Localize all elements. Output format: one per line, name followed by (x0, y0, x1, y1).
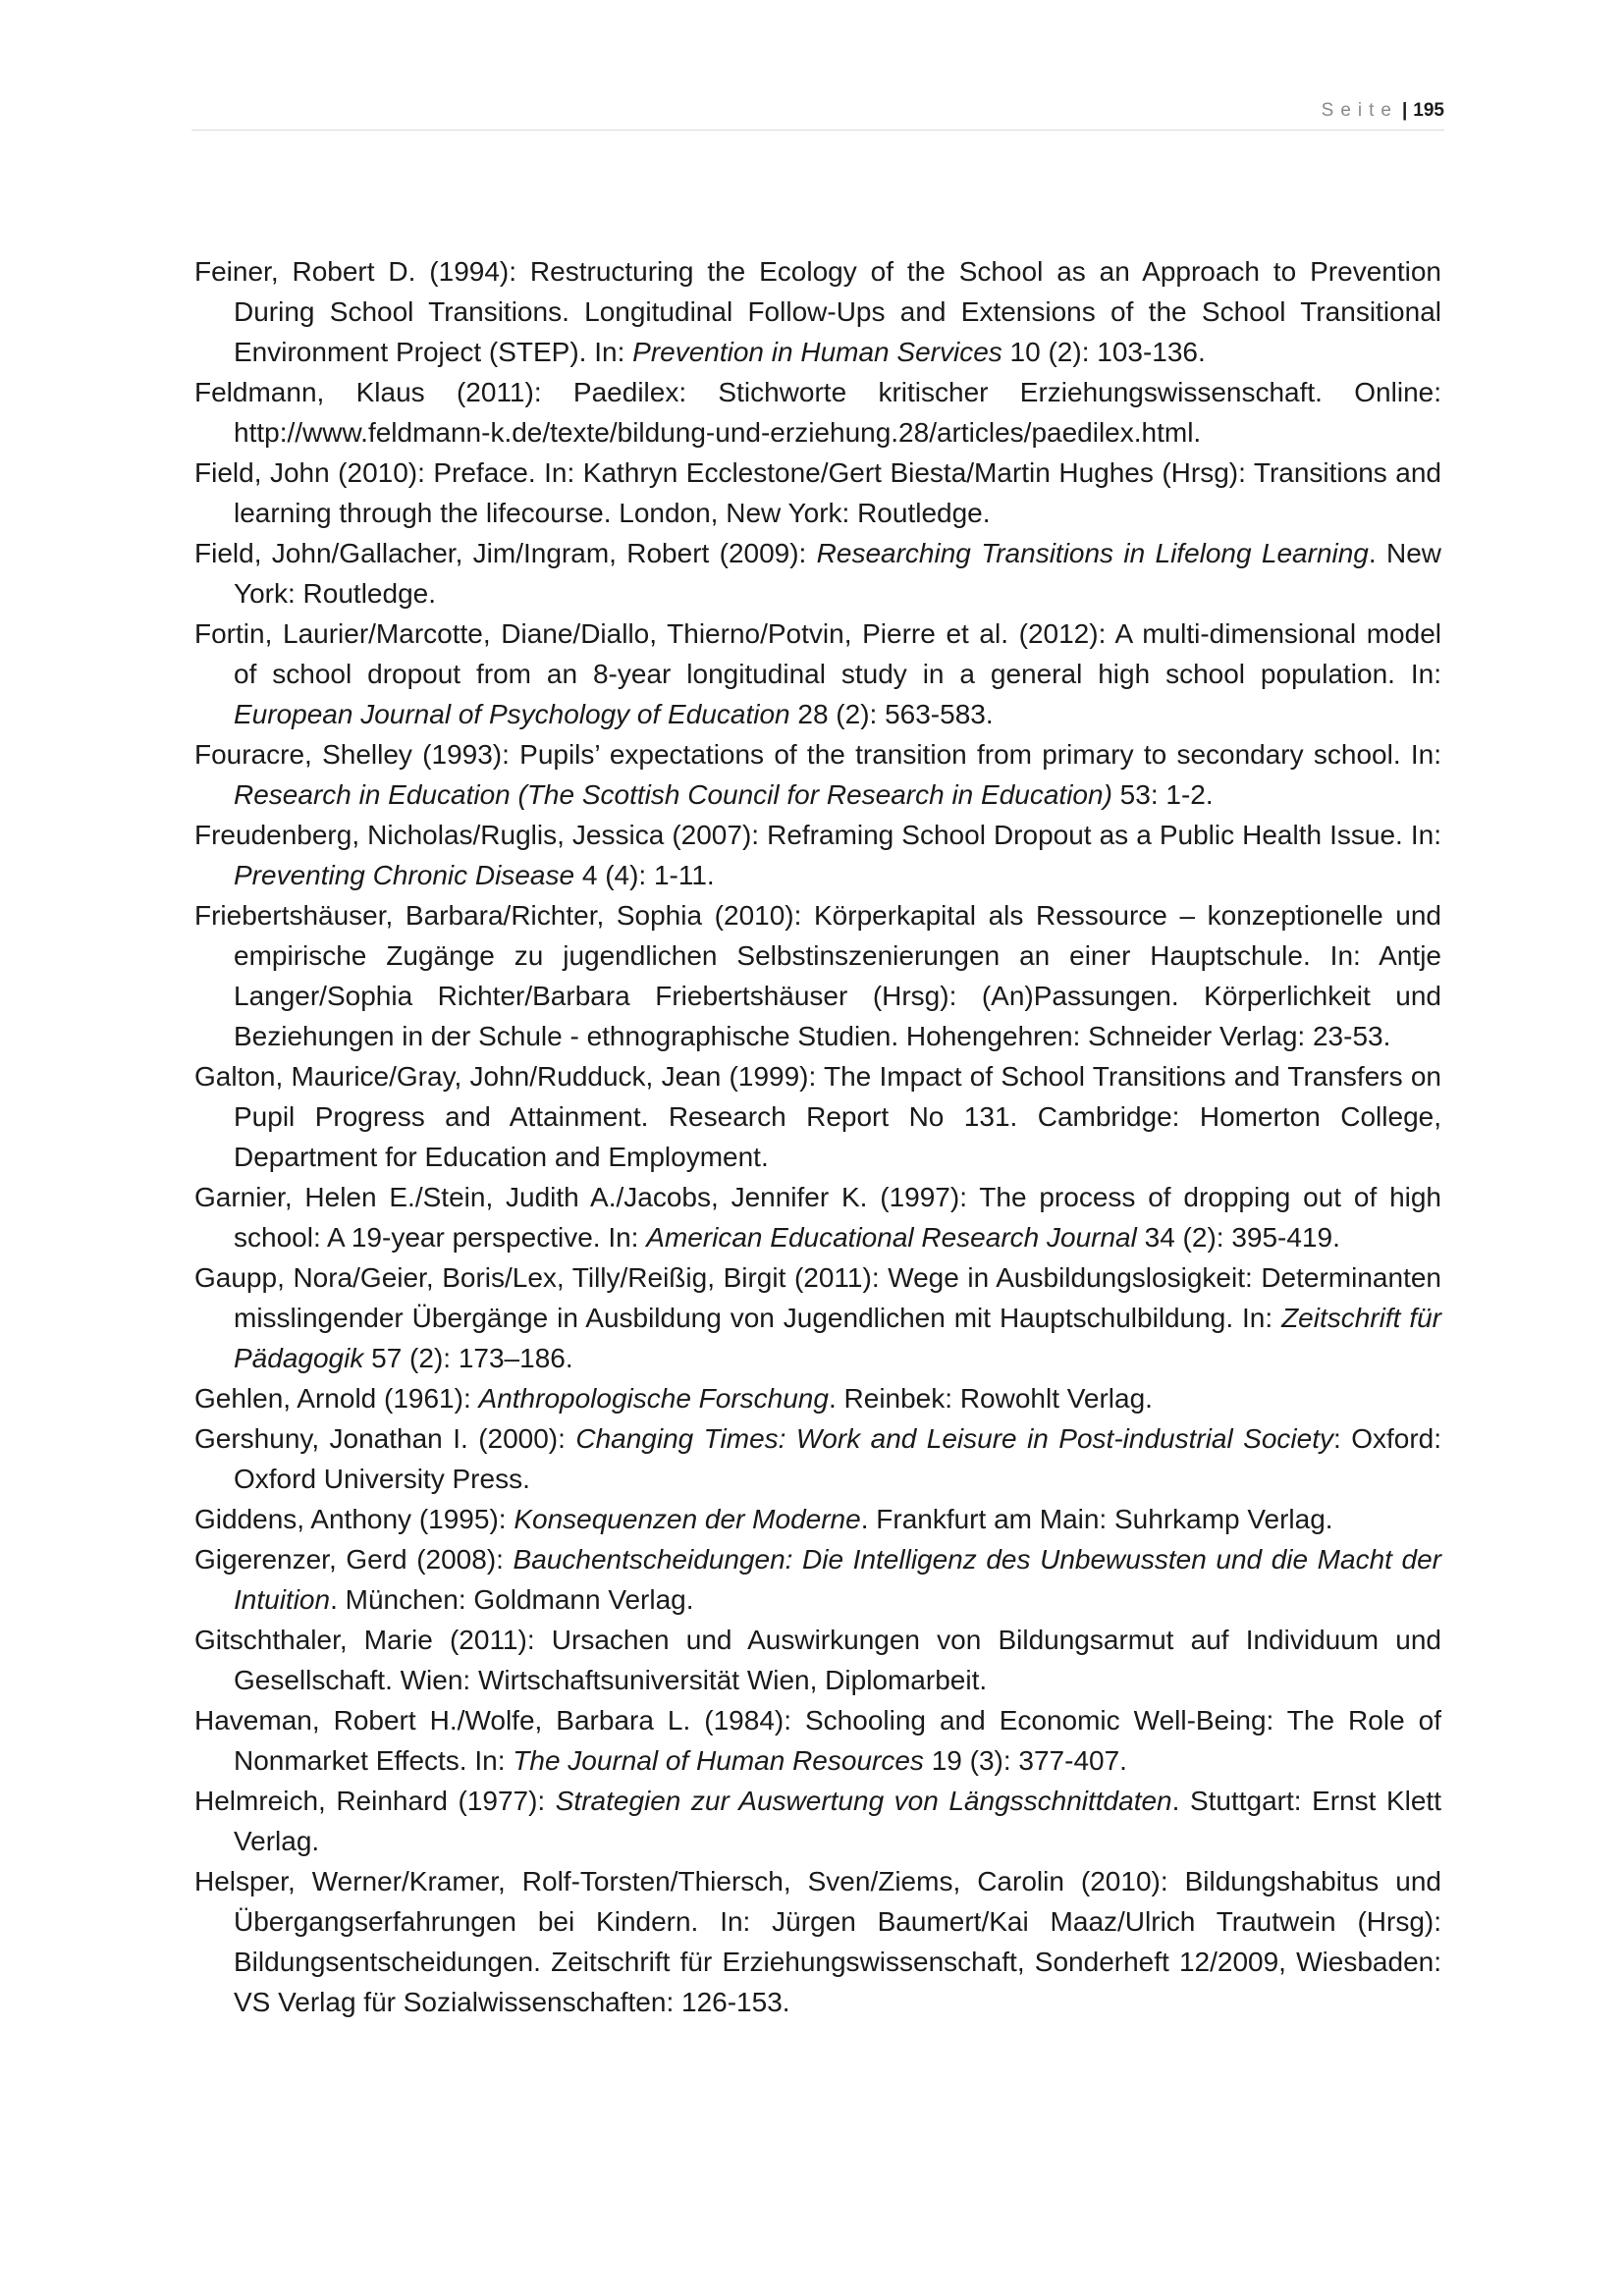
reference-title-italic: Changing Times: Work and Leisure in Post-industrial Society (575, 1423, 1333, 1454)
reference-text: Haveman, Robert H./Wolfe, Barbara L. (1984): Schooling and Economic Well-Being: The Role of Nonmarket Effects. In: (194, 1705, 1441, 1776)
reference-entry (194, 1257, 1441, 1378)
reference-text: Fouracre, Shelley (1993): Pupils’ expectations of the transition from primary to secondary school. In: (194, 739, 1441, 770)
reference-text: Gershuny, Jonathan I. (2000): (194, 1423, 576, 1454)
reference-entry (194, 895, 1441, 1056)
page-header (191, 94, 1444, 131)
reference-text: . Frankfurt am Main: Suhrkamp Verlag. (860, 1504, 1333, 1534)
reference-entry (194, 614, 1441, 734)
reference-text: 34 (2): 395-419. (1136, 1222, 1340, 1253)
reference-text: 19 (3): 377-407. (923, 1745, 1127, 1776)
reference-entry (194, 1620, 1441, 1700)
reference-entry (194, 372, 1441, 453)
reference-text: . München: Goldmann Verlag. (330, 1584, 694, 1615)
reference-title-italic: Bauchentscheidungen: Die Intelligenz des Unbewussten und die Macht der Intuition (234, 1544, 1442, 1615)
reference-text: Freudenberg, Nicholas/Ruglis, Jessica (2007): Reframing School Dropout as a Public Health Issue. In: (194, 820, 1441, 850)
reference-text: Galton, Maurice/Gray, John/Rudduck, Jean (1999): The Impact of School Transitions and Transfers on Pupil Progress and Attainment. Research Report No 131. Cambridge: Homerton College, Department for Education and Employment. (194, 1061, 1441, 1172)
reference-entry (194, 251, 1441, 372)
reference-text: Feldmann, Klaus (2011): Paedilex: Stichworte kritischer Erziehungswissenschaft. Online: http://www.feldmann-k.de/texte/bildung-und-erziehung.28/articles/paedilex.html. (194, 377, 1441, 448)
bibliography-list (194, 251, 1441, 2022)
reference-title-italic: Zeitschrift für Pädagogik (234, 1303, 1441, 1373)
reference-text: Field, John/Gallacher, Jim/Ingram, Robert (2009): (194, 538, 817, 568)
reference-title-italic: American Educational Research Journal (646, 1222, 1137, 1253)
reference-text: 53: 1-2. (1111, 779, 1214, 810)
reference-text: Feiner, Robert D. (1994): Restructuring the Ecology of the School as an Approach to Prevention During School Transitions. Longitudinal Follow-Ups and Extensions of the School Transitional Environment Project (STEP). In: (194, 256, 1441, 367)
reference-text: Giddens, Anthony (1995): (194, 1504, 514, 1534)
reference-text: Helmreich, Reinhard (1977): (194, 1786, 556, 1816)
reference-entry (194, 815, 1441, 895)
reference-text: 28 (2): 563-583. (789, 699, 994, 729)
reference-title-italic: Anthropologische Forschung (478, 1383, 829, 1414)
header-separator: | (1401, 100, 1408, 121)
reference-text: Helsper, Werner/Kramer, Rolf-Torsten/Thiersch, Sven/Ziems, Carolin (2010): Bildungshabitus und Übergangserfahrungen bei Kindern. In: Jürgen Baumert/Kai Maaz/Ulrich Trautwein (Hrsg): Bildungsentscheidungen. Zeitschrift für Erziehungswissenschaft, Sonderheft 12/2009, Wiesbaden: VS Verlag für Sozialwissenschaften: 126-153. (194, 1866, 1441, 2017)
page-number: 195 (1413, 100, 1444, 121)
reference-entry (194, 453, 1441, 533)
reference-entry (194, 1056, 1441, 1177)
reference-title-italic: The Journal of Human Resources (513, 1745, 924, 1776)
reference-text: : Oxford: Oxford University Press. (234, 1423, 1441, 1494)
reference-text: 10 (2): 103-136. (1001, 337, 1206, 367)
reference-entry (194, 1700, 1441, 1781)
reference-title-italic: Prevention in Human Services (632, 337, 1002, 367)
reference-text: . Reinbek: Rowohlt Verlag. (828, 1383, 1153, 1414)
reference-text: Fortin, Laurier/Marcotte, Diane/Diallo, Thierno/Potvin, Pierre et al. (2012): A multi-dimensional model of school dropout from an 8-year longitudinal study in a general high school population. In: (194, 618, 1441, 689)
reference-entry (194, 1418, 1441, 1499)
reference-text: Garnier, Helen E./Stein, Judith A./Jacobs, Jennifer K. (1997): The process of dropping out of high school: A 19-year perspective. In: (194, 1182, 1441, 1253)
reference-text: Friebertshäuser, Barbara/Richter, Sophia (2010): Körperkapital als Ressource – konzeptionelle und empirische Zugänge zu jugendlichen Selbstinszenierungen an einer Hauptschule. In: Antje Langer/Sophia Richter/Barbara Friebertshäuser (Hrsg): (An)Passungen. Körperlichkeit und Beziehungen in der Schule - ethnographische Studien. Hohengehren: Schneider Verlag: 23-53. (194, 900, 1441, 1051)
reference-entry (194, 1861, 1441, 2022)
reference-entry (194, 533, 1441, 614)
reference-text: 57 (2): 173–186. (363, 1343, 573, 1373)
reference-entry (194, 1499, 1441, 1539)
reference-text: 4 (4): 1-11. (574, 860, 715, 890)
reference-text: . New York: Routledge. (234, 538, 1442, 609)
reference-text: Gigerenzer, Gerd (2008): (194, 1544, 514, 1575)
reference-title-italic: Research in Education (The Scottish Council for Research in Education) (234, 779, 1112, 810)
reference-entry (194, 1539, 1441, 1620)
reference-title-italic: European Journal of Psychology of Education (234, 699, 790, 729)
reference-title-italic: Preventing Chronic Disease (234, 860, 575, 890)
header-seite-label: Seite (1321, 100, 1398, 121)
reference-entry (194, 1378, 1441, 1418)
reference-entry (194, 734, 1441, 815)
reference-entry (194, 1781, 1441, 1861)
reference-title-italic: Researching Transitions in Lifelong Learning (816, 538, 1369, 568)
reference-text: Gehlen, Arnold (1961): (194, 1383, 479, 1414)
reference-text: Gitschthaler, Marie (2011): Ursachen und Auswirkungen von Bildungsarmut auf Individuum und Gesellschaft. Wien: Wirtschaftsuniversität Wien, Diplomarbeit. (194, 1625, 1441, 1695)
reference-text: Gaupp, Nora/Geier, Boris/Lex, Tilly/Reißig, Birgit (2011): Wege in Ausbildungslosigkeit: Determinanten misslingender Übergänge in Ausbildung von Jugendlichen mit Hauptschulbildung. In: (194, 1262, 1441, 1333)
reference-text: Field, John (2010): Preface. In: Kathryn Ecclestone/Gert Biesta/Martin Hughes (Hrsg): Transitions and learning through the lifecourse. London, New York: Routledge. (194, 457, 1441, 528)
reference-title-italic: Konsequenzen der Moderne (514, 1504, 861, 1534)
reference-text: . Stuttgart: Ernst Klett Verlag. (234, 1786, 1441, 1856)
reference-entry (194, 1177, 1441, 1257)
reference-title-italic: Strategien zur Auswertung von Längsschnittdaten (555, 1786, 1172, 1816)
